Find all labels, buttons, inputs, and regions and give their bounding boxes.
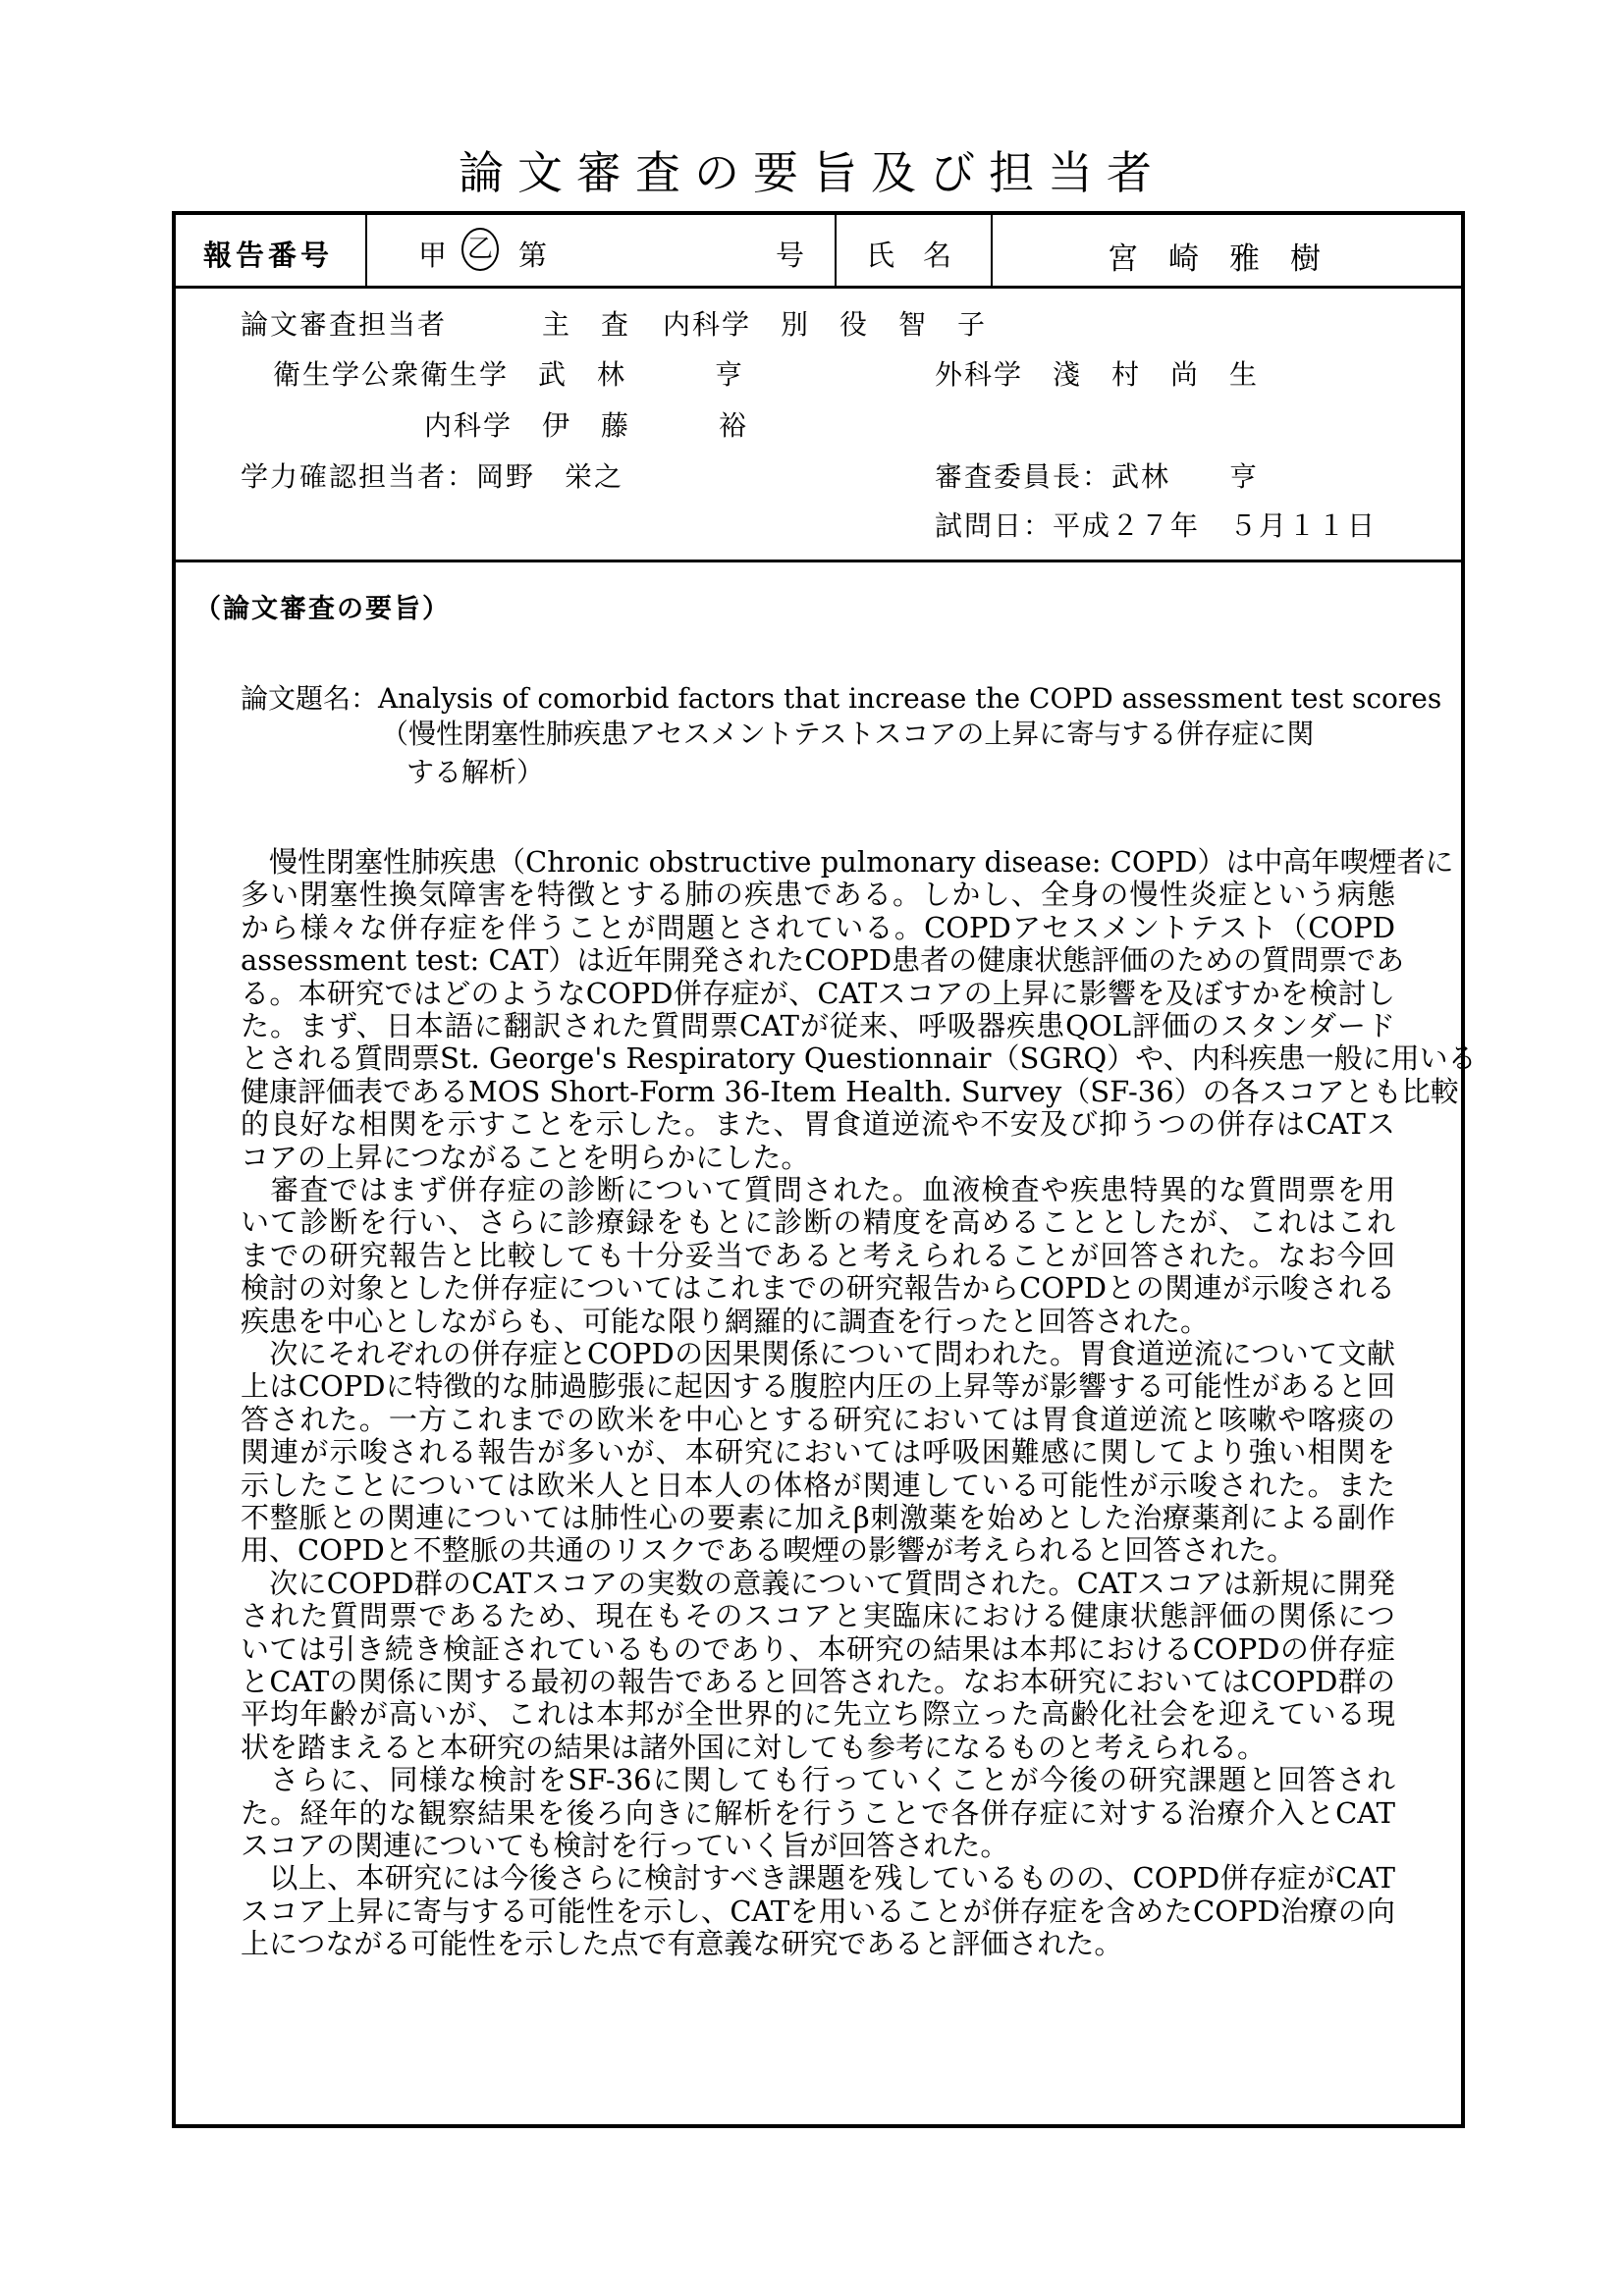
- body-line: 疾患を中心としながらも、可能な限り網羅的に調査を行ったと回答された。: [241, 1304, 1210, 1338]
- body-line: 検討の対象とした併存症についてはこれまでの研究報告からCOPDとの関連が示唆される: [241, 1271, 1395, 1306]
- body-line: スコア上昇に寄与する可能性を示し、CATを用いることが併存症を含めたCOPD治療の向: [241, 1894, 1395, 1928]
- body-line: 平均年齢が高いが、これは本邦が全世界的に先立ち際立った高齢化社会を迎えている現: [241, 1697, 1395, 1732]
- otsu-circled-label: [461, 228, 499, 271]
- divider: [172, 560, 1465, 562]
- body-line: 次にCOPD群のCATスコアの実数の意義について質問された。CATスコアは新規に開発: [241, 1566, 1395, 1600]
- otsu-circled: 乙: [461, 228, 499, 271]
- name-label: 氏 名: [866, 239, 952, 272]
- body-line: いては引き続き検証されているものであり、本研究の結果は本邦におけるCOPDの併存症: [241, 1631, 1395, 1666]
- body-line: 以上、本研究には今後さらに検討すべき課題を残しているものの、COPD併存症がCAT: [241, 1861, 1395, 1896]
- body-line: 状を踏まえると本研究の結果は諸外国に対しても参考になるものと考えられる。: [241, 1730, 1267, 1764]
- body-line: から様々な併存症を伴うことが問題とされている。COPDアセスメントテスト（COPD: [241, 910, 1395, 944]
- summary-heading: （論文審査の要旨）: [194, 594, 451, 624]
- body-line: 関連が示唆される報告が多いが、本研究においては呼吸困難感に関してより強い相関を: [241, 1435, 1395, 1469]
- divider: [365, 215, 367, 288]
- body-line: された質問票であるため、現在もそのスコアと実臨床における健康状態評価の関係につ: [241, 1599, 1395, 1633]
- body-line: 答された。一方これまでの欧米を中心とする研究においては胃食道逆流と咳嗽や喀痰の: [241, 1402, 1395, 1436]
- chief-role: 主 査: [542, 308, 631, 341]
- go-label: 号: [776, 239, 805, 272]
- body-line: る。本研究ではどのようなCOPD併存症が、CATスコアの上昇に影響を及ぼすかを検討し: [241, 976, 1395, 1010]
- academic-examiner: 学力確認担当者：岡野 栄之: [241, 460, 624, 493]
- body-line: コアの上昇につながることを明らかにした。: [241, 1140, 810, 1174]
- body-line: 健康評価表であるMOS Short-Form 36-Item Health. Survey（SF-36）の各スコアとも比較: [241, 1074, 1459, 1108]
- examiner-1: 衛生学公衆衛生学 武 林 亨: [273, 358, 745, 391]
- thesis-title-jp-cont: する解析）: [406, 756, 545, 788]
- dai-label: 第: [518, 239, 548, 272]
- exam-date: 試問日：平成２７年 ５月１１日: [935, 509, 1378, 542]
- body-line: 慢性閉塞性肺疾患（Chronic obstructive pulmonary disease: COPD）は中高年喫煙者に: [241, 845, 1454, 879]
- report-number-label: 報告番号: [203, 239, 334, 272]
- body-line: 次にそれぞれの併存症とCOPDの因果関係について問われた。胃食道逆流について文献: [241, 1337, 1395, 1370]
- body-line: とCATの関係に関する最初の報告であると回答された。なお本研究においてはCOPD群の: [241, 1665, 1395, 1698]
- examiner-3: 内科学 伊 藤 裕: [424, 409, 749, 442]
- examiners-label: 論文審査担当者: [241, 308, 448, 341]
- divider: [835, 215, 837, 288]
- divider: [991, 215, 993, 288]
- body-line: さらに、同様な検討をSF-36に関しても行っていくことが今後の研究課題と回答され: [241, 1763, 1395, 1797]
- body-line: スコアの関連についても検討を行っていく旨が回答された。: [241, 1829, 1009, 1862]
- examiner-2: 外科学 淺 村 尚 生: [935, 358, 1260, 391]
- body-line: とされる質問票St. George's Respiratory Questionnair（SGRQ）や、内科疾患一般に用いる: [241, 1041, 1477, 1076]
- name-value: 宮 崎 雅 樹: [1108, 241, 1321, 277]
- body-line: 上はCOPDに特徴的な肺過膨張に起因する腹腔内圧の上昇等が影響する可能性があると回: [241, 1369, 1395, 1404]
- ko-label: 甲: [418, 239, 448, 272]
- body-line: assessment test: CAT）は近年開発されたCOPD患者の健康状態評価のための質問票であ: [241, 943, 1405, 978]
- body-line: 用、COPDと不整脈の共通のリスクである喫煙の影響が考えられると回答された。: [241, 1533, 1296, 1568]
- thesis-title-jp: （慢性閉塞性肺疾患アセスメントテストスコアの上昇に寄与する併存症に関: [381, 718, 1315, 750]
- committee-chair: 審査委員長：武林 亨: [935, 460, 1260, 493]
- chief-examiner: 内科学 別 役 智 子: [663, 308, 988, 341]
- body-line: 上につながる可能性を示した点で有意義な研究であると評価された。: [241, 1927, 1123, 1961]
- thesis-title: 論文題名：Analysis of comorbid factors that increase the COPD assessment test scores: [241, 682, 1442, 715]
- body-line: までの研究報告と比較しても十分妥当であると考えられることが回答された。なお今回: [241, 1238, 1395, 1272]
- body-line: た。まず、日本語に翻訳された質問票CATが従来、呼吸器疾患QOL評価のスタンダード: [241, 1009, 1395, 1042]
- body-line: た。経年的な観察結果を後ろ向きに解析を行うことで各併存症に対する治療介入とCAT: [241, 1795, 1395, 1830]
- body-line: 的良好な相関を示すことを示した。また、胃食道逆流や不安及び抑うつの併存はCATス: [241, 1107, 1395, 1142]
- body-line: 審査ではまず併存症の診断について質問された。血液検査や疾患特異的な質問票を用: [241, 1173, 1395, 1206]
- body-line: いて診断を行い、さらに診療録をもとに診断の精度を高めることとしたが、これはこれ: [241, 1205, 1395, 1240]
- page-title: 論文審査の要旨及び担当者: [459, 146, 1165, 199]
- body-line: 多い閉塞性換気障害を特徴とする肺の疾患である。しかし、全身の慢性炎症という病態: [241, 878, 1395, 912]
- body-line: 示したことについては欧米人と日本人の体格が関連している可能性が示唆された。また: [241, 1468, 1395, 1502]
- body-line: 不整脈との関連については肺性心の要素に加えβ刺激薬を始めとした治療薬剤による副作: [241, 1501, 1395, 1534]
